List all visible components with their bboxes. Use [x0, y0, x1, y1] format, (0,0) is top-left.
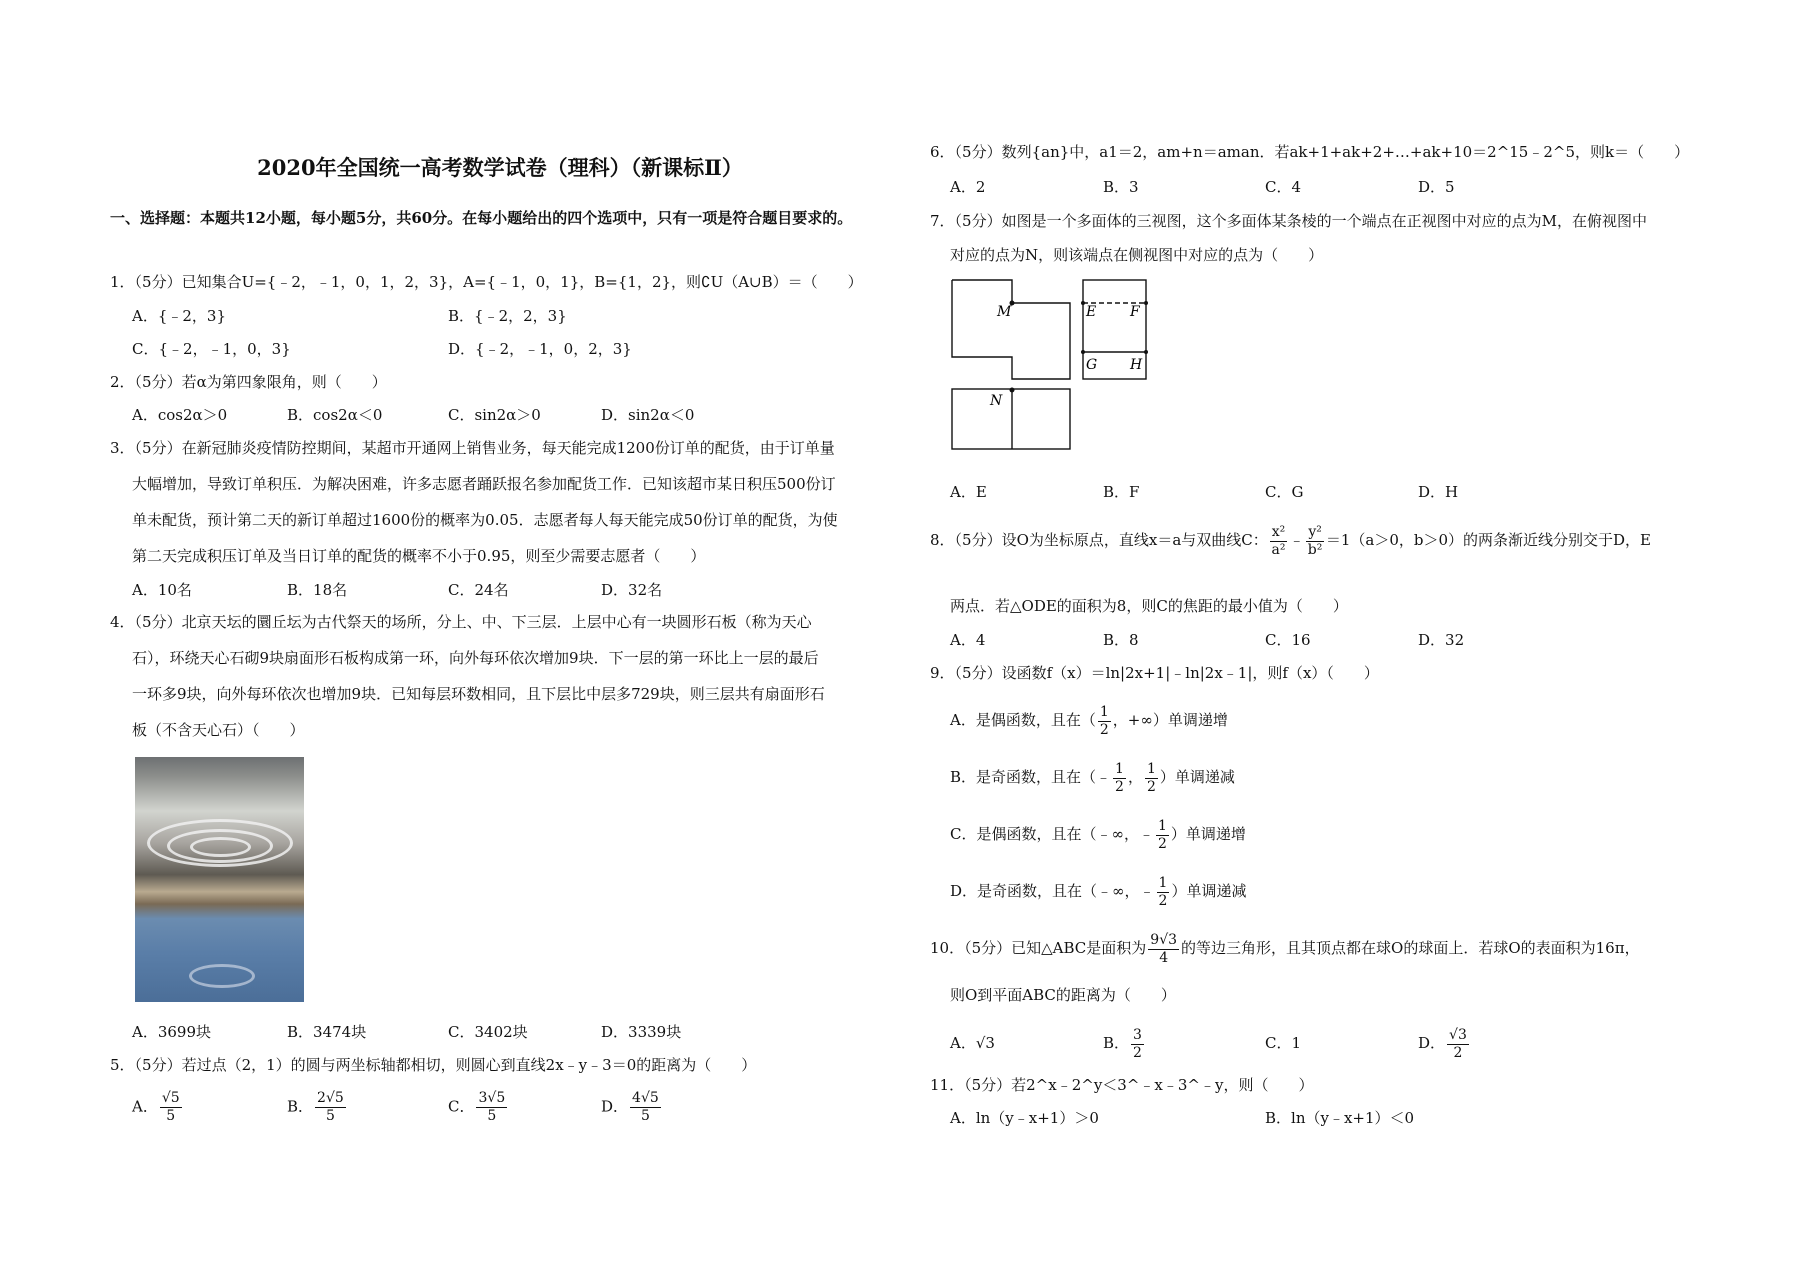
top-view-outline	[952, 389, 1070, 449]
q3-option-c: C．24名	[448, 581, 509, 599]
top-view-svg	[945, 385, 1085, 455]
q6-option-b: B．3	[1103, 178, 1139, 196]
q7-option-c: C．G	[1265, 483, 1304, 501]
q11-option-a: A．ln（y﹣x+1）＞0	[950, 1109, 1099, 1127]
q4-line-1: 4．（5分）北京天坛的圜丘坛为古代祭天的场所，分上、中、下三层．上层中心有一块圆形石板（称为天心	[110, 613, 812, 631]
q1-option-d: D．{﹣2，﹣1，0，2，3}	[448, 340, 632, 358]
q4-option-b: B．3474块	[287, 1023, 367, 1041]
q3-line-4: 第二天完成积压订单及当日订单的配货的概率不小于0.95，则至少需要志愿者（ ）	[132, 547, 706, 565]
label-m: M	[997, 304, 1012, 320]
q6-option-d: D．5	[1418, 178, 1455, 196]
q7-option-b: B．F	[1103, 483, 1140, 501]
q8-line-2: 两点．若△ODE的面积为8，则C的焦距的最小值为（ ）	[950, 597, 1348, 615]
front-view-outline	[952, 280, 1070, 379]
exam-title: 2020年全国统一高考数学试卷（理科）（新课标Ⅱ）	[257, 155, 743, 180]
q2-option-d: D．sin2α＜0	[601, 406, 695, 424]
q10-option-d: D． $\frac{√3}{2}$	[1418, 1026, 1467, 1061]
q2-option-c: C．sin2α＞0	[448, 406, 541, 424]
q10-option-c: C．1	[1265, 1034, 1302, 1052]
q9-option-c: C．是偶函数，且在（﹣∞，﹣ $\frac{1}{2}$ ）单调递增	[950, 817, 1246, 852]
q10-option-a: A．√3	[950, 1034, 995, 1052]
label-f: F	[1130, 304, 1140, 320]
point-n	[1010, 388, 1015, 393]
q2-stem: 2．（5分）若α为第四象限角，则（ ）	[110, 373, 387, 391]
q3-line-1: 3．（5分）在新冠肺炎疫情防控期间，某超市开通网上销售业务，每天能完成1200份订单的配货，由于订单量	[110, 439, 835, 457]
q11-option-b: B．ln（y﹣x+1）＜0	[1265, 1109, 1415, 1127]
q3-option-b: B．18名	[287, 581, 348, 599]
q1-option-b: B．{﹣2，2，3}	[448, 307, 567, 325]
q1-stem: 1．（5分）已知集合U={﹣2，﹣1，0，1，2，3}，A={﹣1，0，1}，B={1，2}，则∁U（A∪B）＝（ ）	[110, 273, 863, 291]
q5-option-b: B． $\frac{2√5}{5}$	[287, 1090, 344, 1124]
q3-option-a: A．10名	[132, 581, 192, 599]
section-heading: 一、选择题：本题共12小题，每小题5分，共60分。在每小题给出的四个选项中，只有一项是符合题目要求的。	[110, 209, 853, 227]
q2-option-a: A．cos2α＞0	[132, 406, 228, 424]
q8-option-d: D．32	[1418, 631, 1465, 649]
q10-option-b: B． $\frac{3}{2}$	[1103, 1026, 1142, 1061]
q6-option-a: A．2	[950, 178, 986, 196]
q6-stem: 6．（5分）数列{an}中，a1＝2，am+n＝aman．若ak+1+ak+2+…+ak+10＝2^15﹣2^5，则k＝（ ）	[930, 143, 1690, 161]
q8-option-c: C．16	[1265, 631, 1311, 649]
q4-line-3: 一环多9块，向外每环依次也增加9块．已知每层环数相同，且下层比中层多729块，则三层共有扇面形石	[132, 685, 825, 703]
q1-option-c: C．{﹣2，﹣1，0，3}	[132, 340, 291, 358]
tiantan-photo	[135, 757, 304, 1002]
q3-line-2: 大幅增加，导致订单积压．为解决困难，许多志愿者踊跃报名参加配货工作．已知该超市某日积压500份订	[132, 475, 836, 493]
q7-option-d: D．H	[1418, 483, 1459, 501]
q9-option-b: B．是奇函数，且在（﹣ $\frac{1}{2}$ ， $\frac{1}{2}$ ）单调递减	[950, 760, 1235, 795]
q9-option-d: D．是奇函数，且在（﹣∞，﹣ $\frac{1}{2}$ ）单调递减	[950, 874, 1247, 909]
q7-line-1: 7．（5分）如图是一个多面体的三视图，这个多面体某条棱的一个端点在正视图中对应的点为M，在俯视图中	[930, 212, 1647, 230]
label-e: E	[1086, 304, 1097, 320]
q1-option-a: A．{﹣2，3}	[132, 307, 227, 325]
label-n: N	[990, 393, 1003, 409]
q9-stem: 9．（5分）设函数f（x）＝ln|2x+1|﹣ln|2x﹣1|，则f（x）（ ）	[930, 664, 1379, 682]
q8-option-a: A．4	[950, 631, 986, 649]
q7-line-2: 对应的点为N，则该端点在侧视图中对应的点为（ ）	[950, 246, 1324, 264]
q4-option-a: A．3699块	[132, 1023, 212, 1041]
q5-option-d: D． $\frac{4√5}{5}$	[601, 1090, 659, 1124]
q9-option-a: A．是偶函数，且在（ $\frac{1}{2}$ ，+∞）单调递增	[950, 703, 1228, 738]
q10-line-1: 10．（5分）已知△ABC是面积为 $\frac{9√3}{4}$ 的等边三角形，且其顶点都在球O的球面上．若球O的表面积为16π，	[930, 931, 1640, 966]
q3-option-d: D．32名	[601, 581, 663, 599]
q3-line-3: 单未配货，预计第二天的新订单超过1600份的概率为0.05．志愿者每人每天能完成50份订单的配货，为使	[132, 511, 838, 529]
q6-option-c: C．4	[1265, 178, 1302, 196]
q5-option-a: A． $\frac{√5}{5}$	[132, 1090, 180, 1124]
q5-option-c: C． $\frac{3√5}{5}$	[448, 1090, 506, 1124]
q7-option-a: A．E	[950, 483, 987, 501]
q5-stem: 5．（5分）若过点（2，1）的圆与两坐标轴都相切，则圆心到直线2x﹣y﹣3＝0的距离为（ ）	[110, 1056, 757, 1074]
label-h: H	[1130, 357, 1143, 373]
q8-line-1: 8．（5分）设O为坐标原点，直线x＝a与双曲线C： $\frac{\text{x²}}{\text{a²}}$ ﹣ $\frac{\text{y²}}{\text{b²}}$ ＝1（a＞0，b＞0）的两条渐近线分别交于D，E	[930, 523, 1651, 558]
q10-line-2: 则O到平面ABC的距离为（ ）	[950, 986, 1176, 1004]
q8-option-b: B．8	[1103, 631, 1139, 649]
q2-option-b: B．cos2α＜0	[287, 406, 383, 424]
q4-option-d: D．3339块	[601, 1023, 682, 1041]
q4-option-c: C．3402块	[448, 1023, 528, 1041]
q4-line-4: 板（不含天心石）（ ）	[132, 721, 305, 739]
label-g: G	[1086, 357, 1098, 373]
q4-line-2: 石），环绕天心石砌9块扇面形石板构成第一环，向外每环依次增加9块．下一层的第一环比上一层的最后	[132, 649, 819, 667]
q11-stem: 11．（5分）若2^x﹣2^y＜3^﹣x﹣3^﹣y，则（ ）	[930, 1076, 1314, 1094]
